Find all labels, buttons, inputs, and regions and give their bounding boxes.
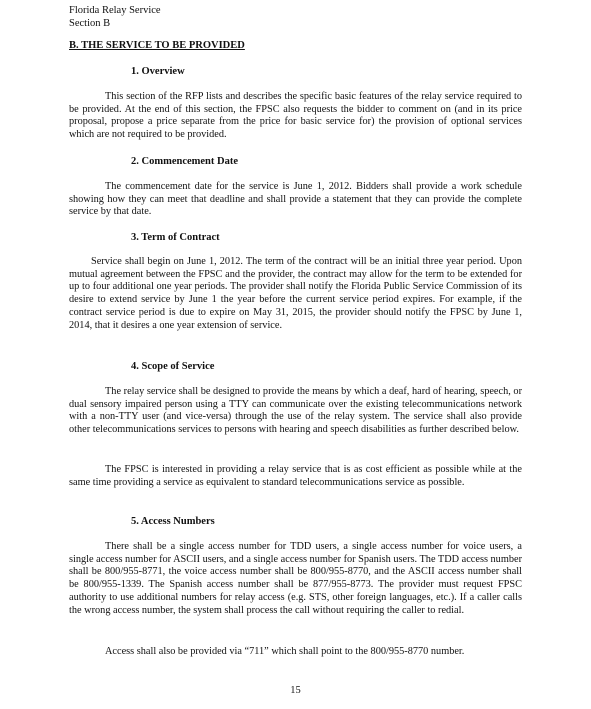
header-section: Section B <box>69 17 111 29</box>
paragraph-term-of-contract: Service shall begin on June 1, 2012. The term of the contract will be an initial three year period. Upon mutual agreement between the FPSC and the provider, the contract may allow for the term to be extended for up to four additional one year periods. The provider shall notify the Florida Public Service Commission of its desire to extend service by June 1 the year before the current service period expires. For example, if the contract service period is due to expire on May 31, 2015, the provider should notify the FPSC by June 1, 2014, that it desires a one year extension of service. <box>69 256 522 331</box>
paragraph-scope-of-service-1: The relay service shall be designed to provide the means by which a deaf, hard of hearing, speech, or dual sensory impaired person using a TTY can communicate over the existing telecommunications network with a non-TTY user (and vice-versa) through the use of the relay system. The service shall also provide other telecommunications services to persons with hearing and speech disabilities as further described below. <box>69 386 522 436</box>
main-title: B. THE SERVICE TO BE PROVIDED <box>69 40 245 51</box>
running-header <box>69 5 161 30</box>
section-title-overview: 1. Overview <box>131 66 185 77</box>
header-title: Florida Relay Service <box>69 5 161 16</box>
section-title-commencement-date: 2. Commencement Date <box>131 156 239 167</box>
paragraph-scope-of-service-2: The FPSC is interested in providing a relay service that is as cost efficient as possible while at the same time providing a service as equivalent to standard telecommunications service as possible. <box>69 464 522 488</box>
section-title-term-of-contract: 3. Term of Contract <box>131 232 220 243</box>
paragraph-access-numbers-1: There shall be a single access number for TDD users, a single access number for voice users, a single access number for ASCII users, and a single access number for Spanish users. The TDD access number shall be 800/955-8771, the voice access number shall be 800/955-8770, and the ASCII access number shall be 800/955-1339. The Spanish access number shall be 877/955-8773. The provider must request FPSC authority to use additional numbers for relay access (e.g. STS, other foreign languages, etc.). If a caller calls the wrong access number, the system shall process the call without requiring the caller to redial. <box>69 541 522 616</box>
page-number: 15 <box>290 685 301 696</box>
paragraph-access-numbers-2: Access shall also be provided via “711” which shall point to the 800/955-8770 number. <box>105 646 465 657</box>
paragraph-commencement-date: The commencement date for the service is June 1, 2012. Bidders shall provide a work schedule showing how they can meet that deadline and shall provide a statement that they can provide the complete service by that date. <box>69 181 522 218</box>
section-title-access-numbers: 5. Access Numbers <box>131 516 215 527</box>
paragraph-overview: This section of the RFP lists and describes the specific basic features of the relay service required to be provided. At the end of this section, the FPSC also requests the bidder to comment on (and in its price proposal, propose a price separate from the price for basic service for) the provision of optional services which are not required to be provided. <box>69 91 522 141</box>
section-title-scope-of-service: 4. Scope of Service <box>131 361 215 372</box>
